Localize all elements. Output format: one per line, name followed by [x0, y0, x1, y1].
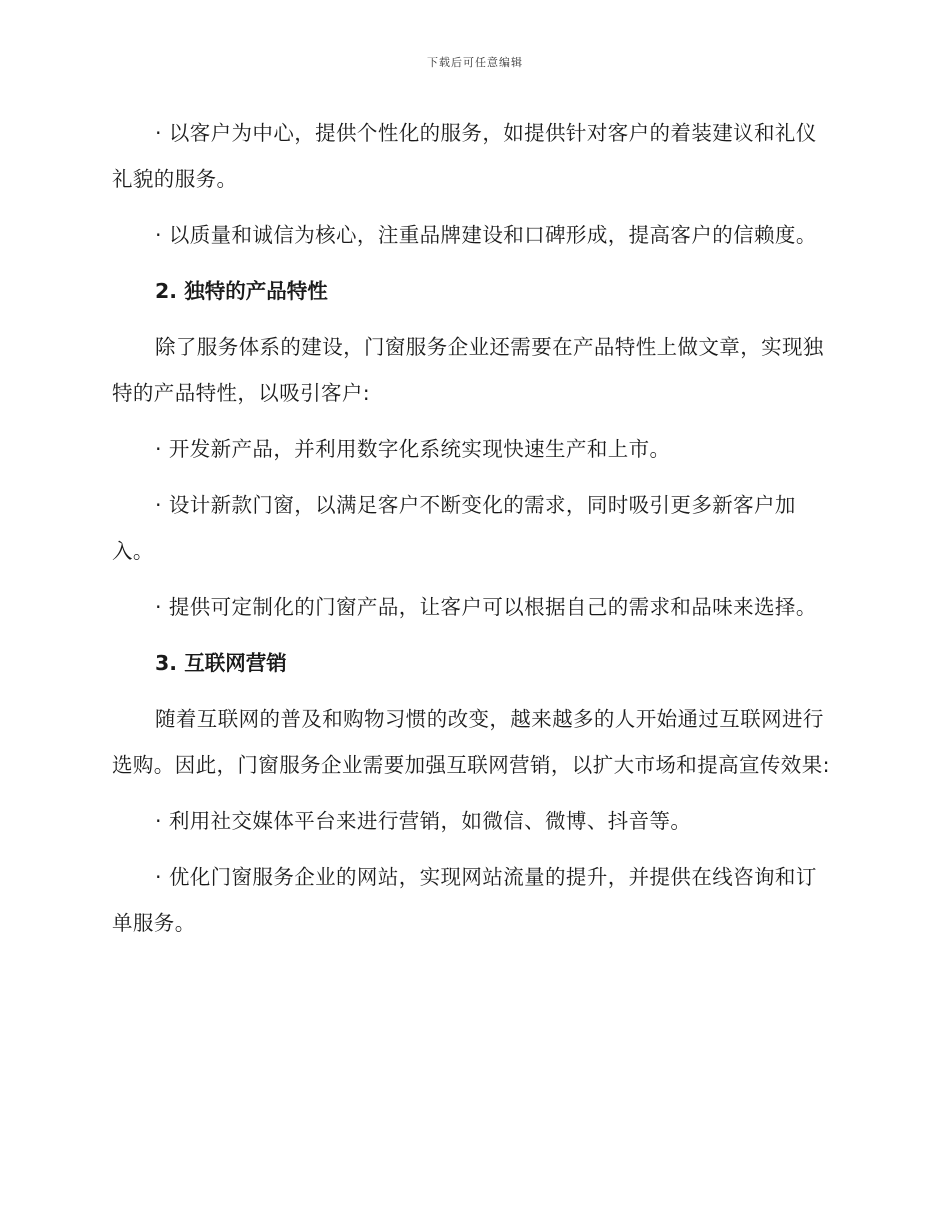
bullet-paragraph: · 以质量和诚信为核心，注重品牌建设和口碑形成，提高客户的信赖度。 [155, 223, 817, 247]
bullet-paragraph: · 利用社交媒体平台来进行营销，如微信、微博、抖音等。 [155, 809, 692, 833]
bullet-paragraph: · 开发新产品，并利用数字化系统实现快速生产和上市。 [155, 437, 671, 461]
section-heading: 2. 独特的产品特性 [155, 279, 328, 303]
section-heading: 3. 互联网营销 [155, 651, 287, 675]
body-paragraph: 除了服务体系的建设，门窗服务企业还需要在产品特性上做文章，实现独特的产品特性，以吸引客户: [112, 335, 824, 405]
bullet-paragraph: · 以客户为中心，提供个性化的服务，如提供针对客户的着装建议和礼仪礼貌的服务。 [112, 121, 817, 191]
bullet-paragraph: · 优化门窗服务企业的网站，实现网站流量的提升，并提供在线咨询和订单服务。 [112, 865, 817, 935]
bullet-paragraph: · 设计新款门窗，以满足客户不断变化的需求，同时吸引更多新客户加入。 [112, 493, 796, 563]
document-body [112, 110, 830, 956]
body-paragraph: 随着互联网的普及和购物习惯的改变，越来越多的人开始通过互联网进行选购。因此，门窗服务企业需要加强互联网营销，以扩大市场和提高宣传效果: [112, 707, 830, 777]
page-header-note: 下载后可任意编辑 [427, 56, 523, 69]
bullet-paragraph: · 提供可定制化的门窗产品，让客户可以根据自己的需求和品味来选择。 [155, 595, 817, 619]
